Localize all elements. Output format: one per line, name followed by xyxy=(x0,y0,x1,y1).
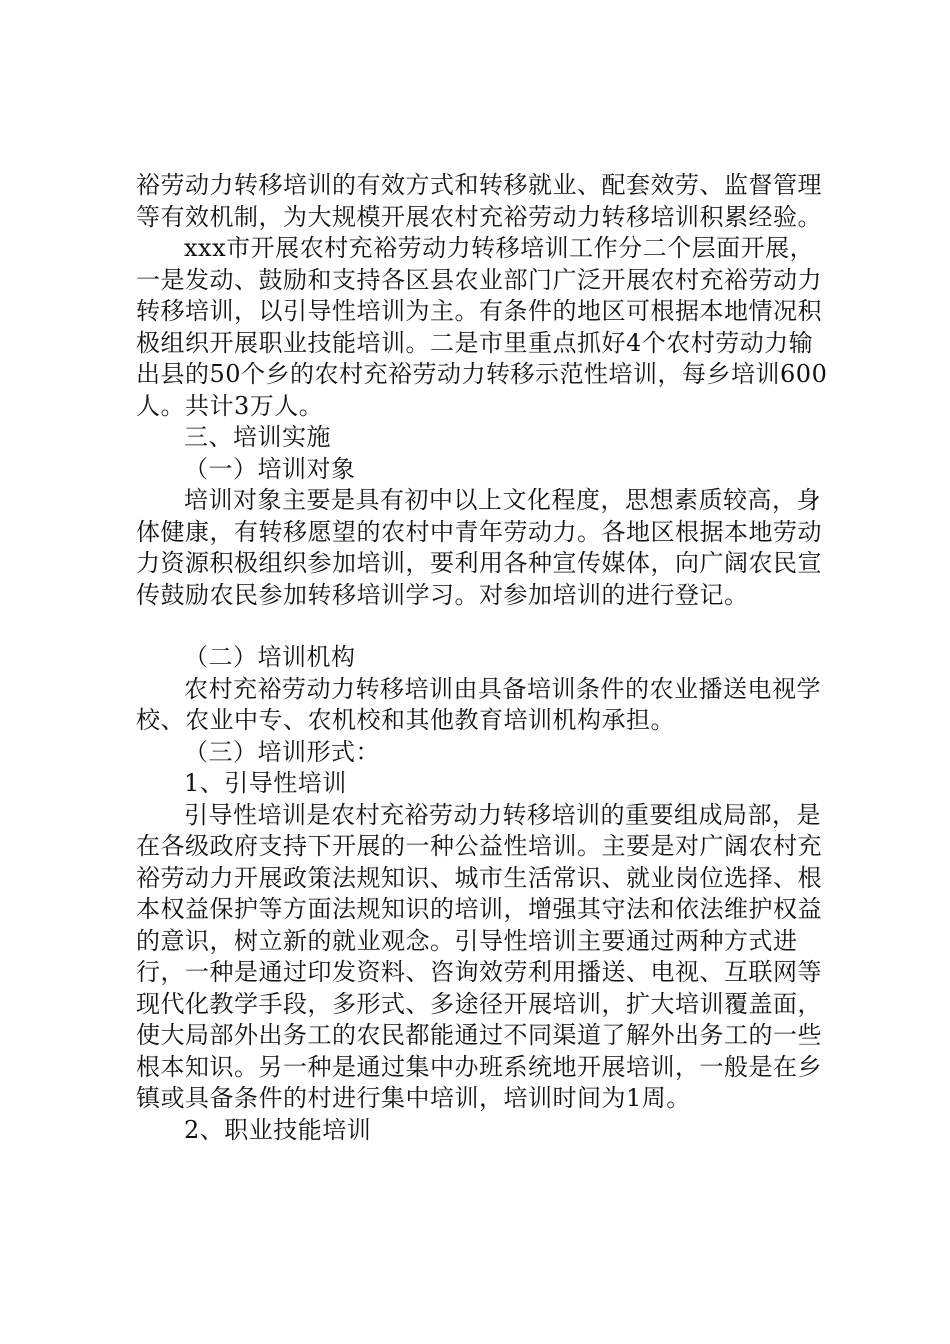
paragraph-continuation: 裕劳动力转移培训的有效方式和转移就业、配套效劳、监督管理等有效机制，为大规模开展农村充裕劳动力转移培训积累经验。 xyxy=(136,171,822,231)
subheading-training-targets: （一）培训对象 xyxy=(184,454,356,483)
subheading-training-forms: （三）培训形式： xyxy=(184,737,380,766)
subheading-vocational-training: 2、职业技能培训 xyxy=(184,1115,372,1144)
paragraph-guidance-training: 引导性培训是农村充裕劳动力转移培训的重要组成局部，是在各级政府支持下开展的一种公益性培训。主要是对广阔农村充裕劳动力开展政策法规知识、城市生活常识、就业岗位选择、根本权益保护等方面法规知识的培训，增强其守法和依法维护权益的意识，树立新的就业观念。引导性培训主要通过两种方式进行，一种是通过印发资料、咨询效劳利用播送、电视、互联网等现代化教学手段，多形式、多途径开展培训，扩大培训覆盖面，使大局部外出务工的农民都能通过不同渠道了解外出务工的一些根本知识。另一种是通过集中办班系统地开展培训，一般是在乡镇或具备条件的村进行集中培训，培训时间为1周。 xyxy=(136,800,822,1112)
document-body xyxy=(136,170,836,1146)
section-heading-implementation: 三、培训实施 xyxy=(184,423,331,451)
paragraph-training-targets: 培训对象主要是具有初中以上文化程度，思想素质较高，身体健康，有转移愿望的农村中青年劳动力。各地区根据本地劳动力资源积极组织参加培训，要利用各种宣传媒体，向广阔农民宣传鼓励农民参加转移培训学习。对参加培训的进行登记。 xyxy=(136,486,822,609)
subheading-guidance-training: 1、引导性培训 xyxy=(184,769,347,797)
paragraph-training-institutions: 农村充裕劳动力转移培训由具备培训条件的农业播送电视学校、农业中专、农机校和其他教育培训机构承担。 xyxy=(136,674,821,734)
paragraph-overview: xxx市开展农村充裕劳动力转移培训工作分二个层面开展，一是发动、鼓励和支持各区县农业部门广泛开展农村充裕劳动力转移培训，以引导性培训为主。有条件的地区可根据本地情况积极组织开展职业技能培训。二是市里重点抓好4个农村劳动力输出县的50个乡的农村充裕劳动力转移示范性培训，每乡培训600人。共计3万人。 xyxy=(136,234,828,420)
subheading-training-institutions: （二）培训机构 xyxy=(184,643,356,671)
